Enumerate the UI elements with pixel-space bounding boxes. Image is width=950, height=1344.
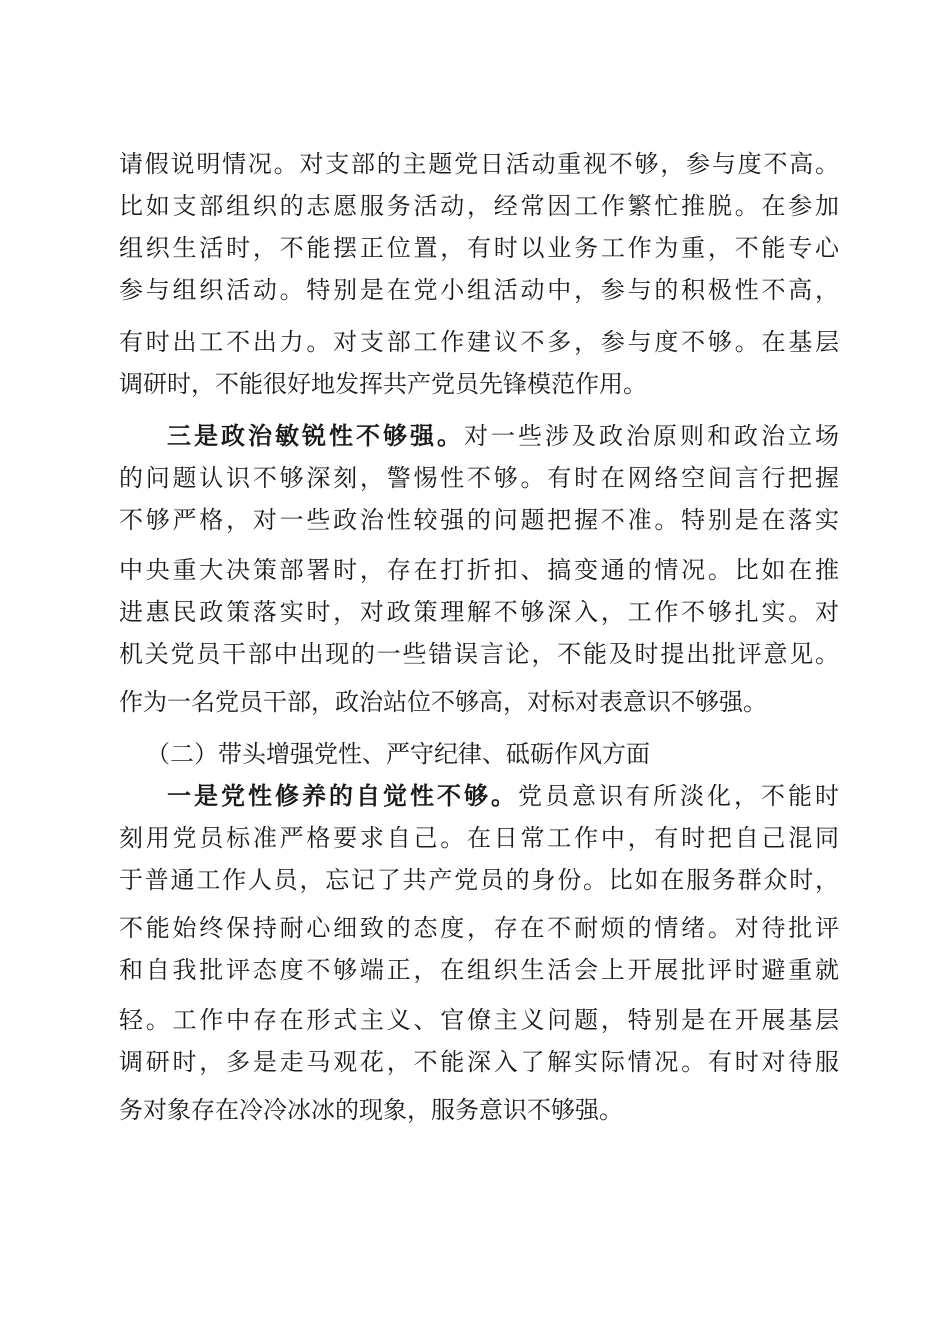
paragraph-line: 调研时，多是走马观花，不能深入了解实际情况。有时对待服 <box>119 1048 839 1076</box>
paragraph-line: 和自我批评态度不够端正，在组织生活会上开展批评时避重就 <box>119 956 839 984</box>
paragraph-line: 有时出工不出力。对支部工作建议不多，参与度不够。在基层 <box>119 328 839 356</box>
paragraph-line: 调研时，不能很好地发挥共产党员先锋模范作用。 <box>119 370 647 398</box>
paragraph-line: 刻用党员标准严格要求自己。在日常工作中，有时把自己混同 <box>119 824 839 852</box>
paragraph-line: 组织生活时，不能摆正位置，有时以业务工作为重，不能专心 <box>119 234 839 262</box>
lead-phrase: 一是党性修养的自觉性不够。 <box>167 781 518 810</box>
paragraph-line: 的问题认识不够深刻，警惕性不够。有时在网络空间言行把握 <box>119 464 839 492</box>
paragraph-first-line <box>167 416 839 456</box>
paragraph-line: 进惠民政策落实时，对政策理解不够深入，工作不够扎实。对 <box>119 598 839 626</box>
paragraph-line: 不能始终保持耐心细致的态度，存在不耐烦的情绪。对待批评 <box>119 914 839 942</box>
paragraph-line: 机关党员干部中出现的一些错误言论，不能及时提出批评意见。 <box>119 640 839 668</box>
paragraph-line: 务对象存在冷冷冰冰的现象，服务意识不够强。 <box>119 1096 623 1124</box>
paragraph-line: 不够严格，对一些政治性较强的问题把握不准。特别是在落实 <box>119 506 839 534</box>
section-heading: （二）带头增强党性、严守纪律、砥砺作风方面 <box>146 740 650 768</box>
paragraph-line: 参与组织活动。特别是在党小组活动中，参与的积极性不高， <box>119 276 839 304</box>
paragraph-line: 于普通工作人员，忘记了共产党员的身份。比如在服务群众时， <box>119 866 839 894</box>
paragraph-first-line <box>167 776 839 816</box>
paragraph-line: 作为一名党员干部，政治站位不够高，对标对表意识不够强。 <box>119 688 767 716</box>
paragraph-line: 请假说明情况。对支部的主题党日活动重视不够，参与度不高。 <box>119 150 839 178</box>
paragraph-line: 比如支部组织的志愿服务活动，经常因工作繁忙推脱。在参加 <box>119 192 839 220</box>
paragraph-text: 对一些涉及政治原则和政治立场 <box>464 422 839 450</box>
paragraph-line: 中央重大决策部署时，存在打折扣、搞变通的情况。比如在推 <box>119 556 839 584</box>
paragraph-text: 党员意识有所淡化，不能时 <box>518 782 839 810</box>
paragraph-line: 轻。工作中存在形式主义、官僚主义问题，特别是在开展基层 <box>119 1006 839 1034</box>
lead-phrase: 三是政治敏锐性不够强。 <box>167 421 464 450</box>
